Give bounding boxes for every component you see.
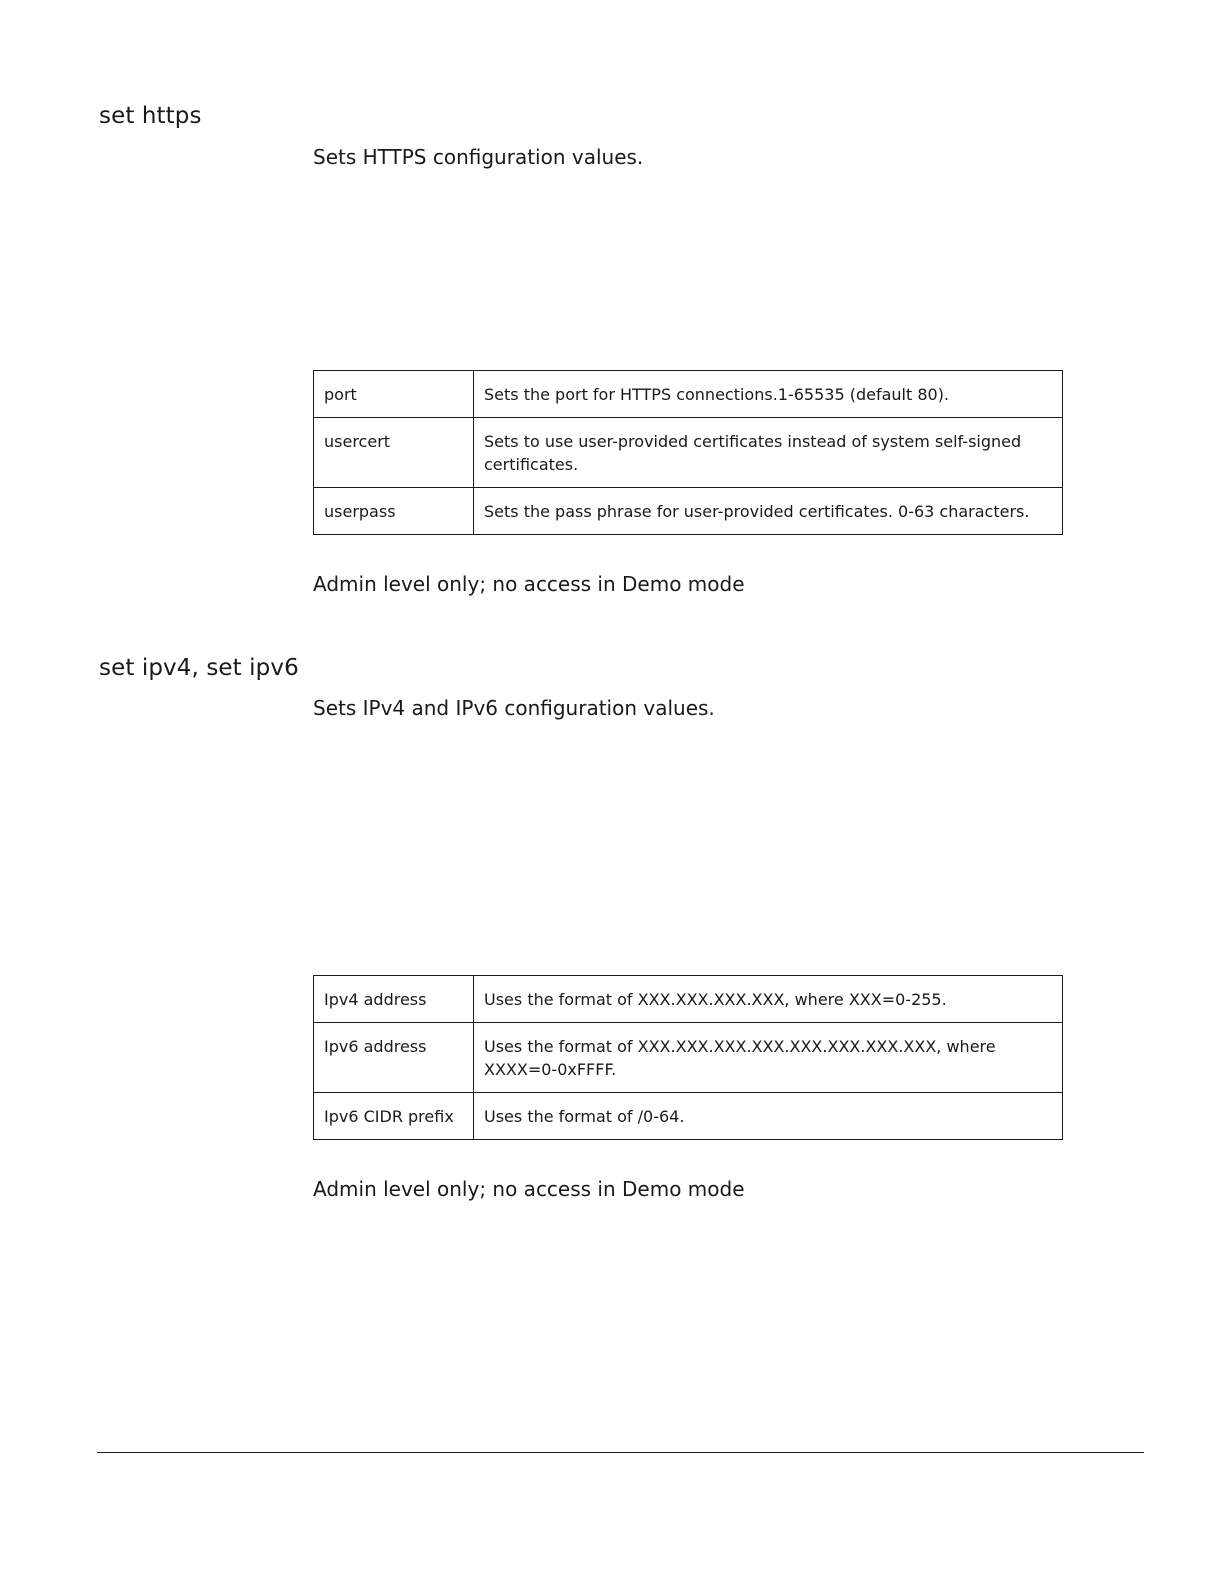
table-row [314,418,1063,488]
table-row [314,976,1063,1023]
table-row [314,488,1063,535]
param-name: Ipv6 address [314,1023,474,1093]
table-row [314,1023,1063,1093]
ip-parameters-table [313,975,1063,1140]
param-name: Ipv6 CIDR prefix [314,1093,474,1140]
param-name: Ipv4 address [314,976,474,1023]
param-name: port [314,371,474,418]
table-row [314,371,1063,418]
access-note-set-https: Admin level only; no access in Demo mode [313,572,745,596]
section-description-set-ipv4-ipv6: Sets IPv4 and IPv6 configuration values. [313,696,715,720]
param-description: Sets the pass phrase for user-provided certificates. 0-63 characters. [474,488,1063,535]
access-note-set-ipv4-ipv6: Admin level only; no access in Demo mode [313,1177,745,1201]
footer-divider [97,1452,1144,1453]
https-parameters-table [313,370,1063,535]
section-heading-set-https: set https [99,103,202,129]
param-description: Sets to use user-provided certificates instead of system self-signed certificates. [474,418,1063,488]
param-description: Uses the format of XXX.XXX.XXX.XXX.XXX.XXX.XXX.XXX, where XXXX=0-0xFFFF. [474,1023,1063,1093]
section-heading-set-ipv4-ipv6: set ipv4, set ipv6 [99,655,299,681]
table-row [314,1093,1063,1140]
param-name: userpass [314,488,474,535]
param-name: usercert [314,418,474,488]
param-description: Uses the format of XXX.XXX.XXX.XXX, where XXX=0-255. [474,976,1063,1023]
param-description: Uses the format of /0-64. [474,1093,1063,1140]
section-description-set-https: Sets HTTPS configuration values. [313,145,644,169]
param-description: Sets the port for HTTPS connections.1-65535 (default 80). [474,371,1063,418]
